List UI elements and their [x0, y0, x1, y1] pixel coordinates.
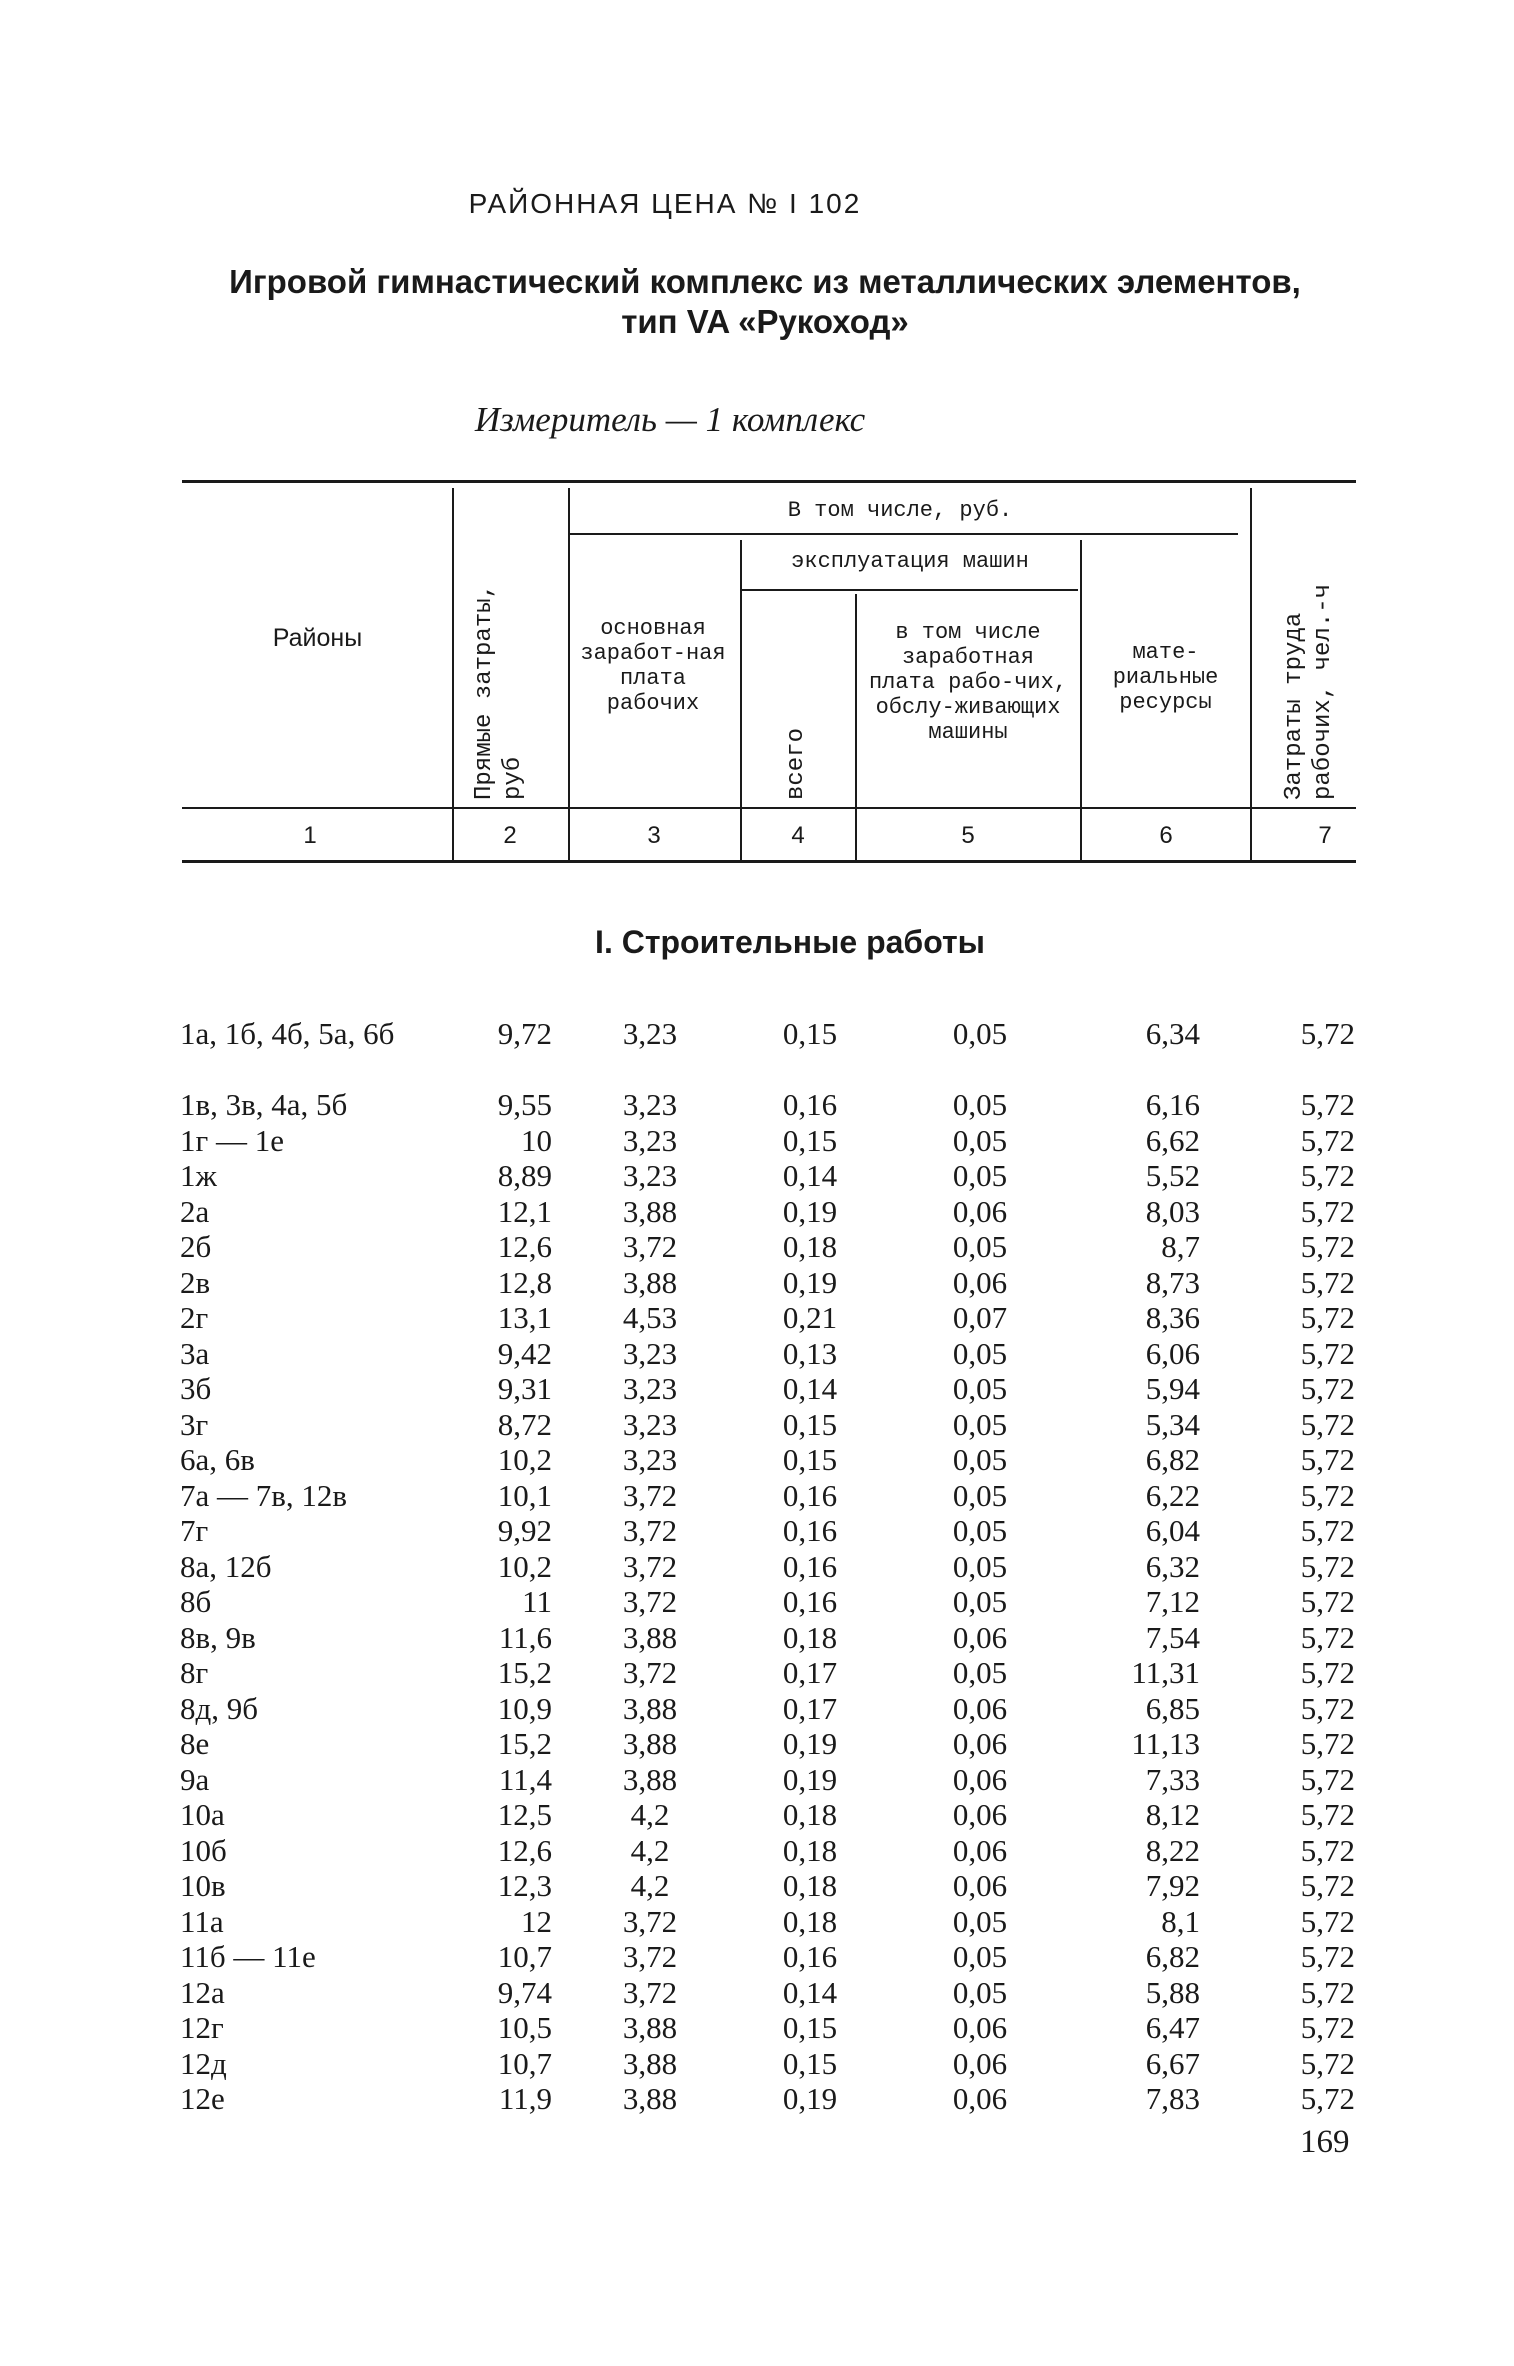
- machine-wages-cell: 0,05: [952, 1371, 1008, 1406]
- machines-total-cell: 0,14: [782, 1974, 838, 2010]
- table-row: [180, 1300, 1360, 1336]
- materials-cell: 8,36: [1145, 1300, 1200, 1335]
- materials-cell: 6,82: [1145, 1939, 1200, 1974]
- materials-cell: 6,22: [1145, 1477, 1200, 1513]
- direct-costs-cell: 10,2: [497, 1442, 552, 1477]
- labor-cell: 5,72: [1300, 1868, 1355, 1903]
- wages-cell: 3,88: [622, 1619, 678, 1655]
- machine-wages-cell: 0,06: [952, 2045, 1008, 2081]
- wages-cell: 3,23: [622, 1016, 678, 1051]
- table-row: [180, 1762, 1360, 1798]
- machine-wages-cell: 0,05: [952, 1513, 1008, 1548]
- header-machines: эксплуатация машин: [791, 549, 1029, 574]
- table-row: [180, 1868, 1360, 1904]
- table-row: [180, 1123, 1360, 1159]
- machines-total-cell: 0,18: [782, 1868, 838, 1903]
- divider: [855, 594, 857, 860]
- wages-cell: 3,72: [622, 1655, 678, 1690]
- wages-cell: 3,23: [622, 1371, 678, 1406]
- table-row: [180, 1513, 1360, 1549]
- region-cell: 10в: [180, 1868, 226, 1903]
- labor-cell: 5,72: [1300, 1726, 1355, 1761]
- colnum-bottom-rule: [182, 860, 1356, 863]
- table-row: [180, 1087, 1360, 1123]
- materials-cell: 11,13: [1131, 1726, 1200, 1761]
- machines-total-cell: 0,13: [782, 1335, 838, 1371]
- table-row: [180, 1407, 1360, 1443]
- labor-cell: 5,72: [1300, 1406, 1355, 1442]
- direct-costs-cell: 10,1: [497, 1477, 552, 1513]
- region-cell: 1г — 1е: [180, 1122, 284, 1158]
- materials-cell: 5,34: [1145, 1406, 1200, 1442]
- header-top-rule: [182, 480, 1356, 483]
- region-cell: 10а: [180, 1797, 225, 1832]
- title-line-2: тип VA «Рукоход»: [621, 303, 909, 340]
- machines-total-cell: 0,19: [782, 1726, 838, 1761]
- machines-total-cell: 0,16: [782, 1513, 838, 1548]
- direct-costs-cell: 10,9: [497, 1690, 552, 1726]
- materials-cell: 7,33: [1145, 1761, 1200, 1797]
- labor-cell: 5,72: [1300, 1690, 1355, 1726]
- machines-total-cell: 0,18: [782, 1832, 838, 1868]
- region-cell: 1а, 1б, 4б, 5а, 6б: [180, 1016, 395, 1051]
- divider: [452, 488, 454, 860]
- labor-cell: 5,72: [1300, 1442, 1355, 1477]
- wages-cell: 3,72: [622, 1513, 678, 1548]
- labor-cell: 5,72: [1300, 1371, 1355, 1406]
- materials-cell: 7,83: [1145, 2081, 1200, 2116]
- wages-cell: 4,53: [622, 1300, 678, 1335]
- direct-costs-cell: 10,2: [497, 1548, 552, 1584]
- machines-total-cell: 0,14: [782, 1158, 838, 1193]
- machine-wages-cell: 0,06: [952, 2081, 1008, 2116]
- title-line-1: Игровой гимнастический комплекс из металлических элементов,: [229, 263, 1301, 300]
- wages-cell: 3,72: [622, 1548, 678, 1584]
- wages-cell: 3,72: [622, 1584, 678, 1619]
- wages-cell: 3,88: [622, 1761, 678, 1797]
- machine-wages-cell: 0,05: [952, 1158, 1008, 1193]
- direct-costs-cell: 9,42: [497, 1335, 552, 1371]
- region-cell: 12д: [180, 2045, 227, 2081]
- machine-wages-cell: 0,05: [952, 1974, 1008, 2010]
- direct-costs-cell: 13,1: [497, 1300, 552, 1335]
- machine-wages-cell: 0,05: [952, 1442, 1008, 1477]
- table-row: [180, 1691, 1360, 1727]
- wages-cell: 3,72: [622, 1903, 678, 1939]
- region-cell: 7г: [180, 1513, 209, 1548]
- machine-wages-cell: 0,05: [952, 1335, 1008, 1371]
- header-bottom-rule: [182, 807, 1356, 809]
- table-row: [180, 2081, 1360, 2117]
- machines-total-cell: 0,18: [782, 1903, 838, 1939]
- region-cell: 3а: [180, 1335, 210, 1371]
- wages-cell: 3,88: [622, 1690, 678, 1726]
- materials-cell: 7,54: [1145, 1619, 1200, 1655]
- wages-cell: 3,88: [622, 1264, 678, 1300]
- labor-cell: 5,72: [1300, 1513, 1355, 1548]
- machines-total-cell: 0,15: [782, 1016, 838, 1051]
- section-title: I. Строительные работы: [595, 924, 985, 960]
- column-number: 3: [647, 822, 661, 849]
- header-machines-wages: в том числе заработная плата рабо-чих, обслу-живающих машины: [868, 620, 1068, 745]
- materials-cell: 8,22: [1145, 1832, 1200, 1868]
- machines-total-cell: 0,18: [782, 1229, 838, 1264]
- direct-costs-cell: 9,31: [497, 1371, 552, 1406]
- machines-total-cell: 0,15: [782, 1442, 838, 1477]
- direct-costs-cell: 9,92: [497, 1513, 552, 1548]
- machines-total-cell: 0,15: [782, 1406, 838, 1442]
- machine-wages-cell: 0,05: [952, 1122, 1008, 1158]
- divider: [568, 488, 570, 860]
- labor-cell: 5,72: [1300, 1584, 1355, 1619]
- direct-costs-cell: 11,6: [498, 1619, 552, 1655]
- table-row: [180, 1975, 1360, 2011]
- region-cell: 11б — 11е: [180, 1939, 316, 1974]
- header-including: В том числе, руб.: [787, 498, 1013, 523]
- labor-cell: 5,72: [1300, 2045, 1355, 2081]
- region-cell: 12е: [180, 2081, 225, 2116]
- machine-wages-cell: 0,06: [952, 1797, 1008, 1832]
- direct-costs-cell: 15,2: [497, 1655, 552, 1690]
- region-cell: 2в: [180, 1264, 211, 1300]
- table-row: [180, 1265, 1360, 1301]
- materials-cell: 6,62: [1145, 1122, 1200, 1158]
- machine-wages-cell: 0,05: [952, 1477, 1008, 1513]
- region-cell: 8в, 9в: [180, 1619, 256, 1655]
- labor-cell: 5,72: [1300, 1477, 1355, 1513]
- including-rule: [570, 533, 1238, 535]
- header-wages: основная заработ-ная плата рабочих: [580, 616, 726, 716]
- wages-cell: 3,88: [622, 2081, 678, 2116]
- materials-cell: 11,31: [1131, 1655, 1200, 1690]
- machine-wages-cell: 0,06: [952, 1832, 1008, 1868]
- machine-wages-cell: 0,05: [952, 1016, 1008, 1051]
- materials-cell: 6,34: [1145, 1016, 1200, 1051]
- machines-total-cell: 0,16: [782, 1584, 838, 1619]
- header-machines-total: всего: [783, 727, 810, 800]
- table-row: [180, 2046, 1360, 2082]
- machine-wages-cell: 0,05: [952, 1229, 1008, 1264]
- direct-costs-cell: 12,8: [497, 1264, 552, 1300]
- region-cell: 8б: [180, 1584, 212, 1619]
- labor-cell: 5,72: [1300, 1548, 1355, 1584]
- wages-cell: 3,88: [622, 2010, 678, 2045]
- machine-wages-cell: 0,05: [952, 1087, 1008, 1122]
- machine-wages-cell: 0,07: [952, 1300, 1008, 1335]
- header-materials: мате-риальные ресурсы: [1112, 640, 1219, 715]
- wages-cell: 3,88: [622, 1193, 678, 1229]
- materials-cell: 5,94: [1145, 1371, 1200, 1406]
- table-row: [180, 1336, 1360, 1372]
- labor-cell: 5,72: [1300, 2010, 1355, 2045]
- materials-cell: 8,7: [1161, 1229, 1200, 1264]
- region-cell: 2г: [180, 1300, 209, 1335]
- direct-costs-cell: 15,2: [497, 1726, 552, 1761]
- table-row: [180, 1371, 1360, 1407]
- wages-cell: 3,88: [622, 1726, 678, 1761]
- machine-wages-cell: 0,05: [952, 1584, 1008, 1619]
- table-row: [180, 1229, 1360, 1265]
- labor-cell: 5,72: [1300, 1655, 1355, 1690]
- materials-cell: 8,12: [1145, 1797, 1200, 1832]
- region-cell: 2а: [180, 1193, 210, 1229]
- machines-total-cell: 0,21: [782, 1300, 838, 1335]
- header-labor: Затраты труда рабочих, чел.-ч: [1281, 583, 1337, 800]
- table-row: [180, 1904, 1360, 1940]
- region-cell: 7а — 7в, 12в: [180, 1477, 348, 1513]
- region-cell: 12г: [180, 2010, 224, 2045]
- direct-costs-cell: 11,4: [498, 1761, 552, 1797]
- machines-total-cell: 0,15: [782, 1122, 838, 1158]
- materials-cell: 8,03: [1145, 1193, 1200, 1229]
- column-number: 2: [503, 822, 517, 849]
- machine-wages-cell: 0,05: [952, 1548, 1008, 1584]
- wages-cell: 3,88: [622, 2045, 678, 2081]
- materials-cell: 6,06: [1145, 1335, 1200, 1371]
- wages-cell: 3,23: [622, 1406, 678, 1442]
- machine-wages-cell: 0,06: [952, 1690, 1008, 1726]
- labor-cell: 5,72: [1300, 1761, 1355, 1797]
- materials-cell: 8,73: [1145, 1264, 1200, 1300]
- materials-cell: 7,92: [1145, 1868, 1200, 1903]
- wages-cell: 3,23: [622, 1158, 678, 1193]
- machines-total-cell: 0,19: [782, 1761, 838, 1797]
- direct-costs-cell: 12: [521, 1903, 552, 1939]
- unit-of-measure: Измеритель — 1 комплекс: [474, 400, 866, 439]
- materials-cell: 5,88: [1145, 1974, 1200, 2010]
- labor-cell: 5,72: [1300, 2081, 1355, 2116]
- materials-cell: 6,32: [1145, 1548, 1200, 1584]
- labor-cell: 5,72: [1300, 1300, 1355, 1335]
- machines-total-cell: 0,15: [782, 2010, 838, 2045]
- wages-cell: 3,72: [622, 1974, 678, 2010]
- labor-cell: 5,72: [1300, 1087, 1355, 1122]
- region-cell: 6а, 6в: [180, 1442, 255, 1477]
- table-row: [180, 1016, 1360, 1087]
- column-number: 4: [791, 822, 805, 849]
- labor-cell: 5,72: [1300, 1016, 1355, 1051]
- table-row: [180, 1194, 1360, 1230]
- direct-costs-cell: 9,72: [497, 1016, 552, 1051]
- labor-cell: 5,72: [1300, 1974, 1355, 2010]
- materials-cell: 6,47: [1145, 2010, 1200, 2045]
- region-cell: 8г: [180, 1655, 209, 1690]
- region-cell: 8е: [180, 1726, 210, 1761]
- table-row: [180, 1655, 1360, 1691]
- machines-rule: [742, 589, 1078, 591]
- header-direct-costs: Прямые затраты, руб: [471, 583, 527, 800]
- machine-wages-cell: 0,06: [952, 1726, 1008, 1761]
- materials-cell: 7,12: [1145, 1584, 1200, 1619]
- price-table-body: [180, 1016, 1360, 2117]
- table-row: [180, 1478, 1360, 1514]
- machines-total-cell: 0,18: [782, 1619, 838, 1655]
- direct-costs-cell: 12,6: [497, 1229, 552, 1264]
- machines-total-cell: 0,14: [782, 1371, 838, 1406]
- machine-wages-cell: 0,06: [952, 1868, 1008, 1903]
- labor-cell: 5,72: [1300, 1903, 1355, 1939]
- wages-cell: 4,2: [630, 1868, 670, 1903]
- region-cell: 9а: [180, 1761, 210, 1797]
- region-cell: 8а, 12б: [180, 1548, 272, 1584]
- labor-cell: 5,72: [1300, 1229, 1355, 1264]
- direct-costs-cell: 11,9: [498, 2081, 552, 2116]
- table-row: [180, 1833, 1360, 1869]
- direct-costs-cell: 12,3: [497, 1868, 552, 1903]
- machines-total-cell: 0,17: [782, 1655, 838, 1690]
- wages-cell: 3,72: [622, 1939, 678, 1974]
- direct-costs-cell: 10,7: [497, 1939, 552, 1974]
- materials-cell: 8,1: [1161, 1903, 1200, 1939]
- table-row: [180, 1939, 1360, 1975]
- materials-cell: 6,82: [1145, 1442, 1200, 1477]
- materials-cell: 6,16: [1145, 1087, 1200, 1122]
- direct-costs-cell: 8,89: [497, 1158, 552, 1193]
- direct-costs-cell: 10,5: [497, 2010, 552, 2045]
- wages-cell: 3,72: [622, 1229, 678, 1264]
- table-row: [180, 1442, 1360, 1478]
- materials-cell: 6,04: [1145, 1513, 1200, 1548]
- machines-total-cell: 0,19: [782, 2081, 838, 2116]
- direct-costs-cell: 10: [521, 1122, 552, 1158]
- machine-wages-cell: 0,06: [952, 1264, 1008, 1300]
- labor-cell: 5,72: [1300, 1797, 1355, 1832]
- wages-cell: 4,2: [630, 1832, 670, 1868]
- labor-cell: 5,72: [1300, 1158, 1355, 1193]
- machines-total-cell: 0,19: [782, 1193, 838, 1229]
- direct-costs-cell: 12,5: [497, 1797, 552, 1832]
- machine-wages-cell: 0,06: [952, 1619, 1008, 1655]
- page-number: 169: [1300, 2124, 1350, 2160]
- wages-cell: 3,72: [622, 1477, 678, 1513]
- table-row: [180, 1549, 1360, 1585]
- document-title: [200, 262, 1330, 342]
- direct-costs-cell: 12,6: [497, 1832, 552, 1868]
- table-row: [180, 1158, 1360, 1194]
- divider: [1250, 488, 1252, 860]
- table-row: [180, 2010, 1360, 2046]
- region-cell: 12а: [180, 1974, 225, 2010]
- direct-costs-cell: 9,55: [497, 1087, 552, 1122]
- machine-wages-cell: 0,05: [952, 1655, 1008, 1690]
- machine-wages-cell: 0,05: [952, 1903, 1008, 1939]
- machines-total-cell: 0,16: [782, 1548, 838, 1584]
- region-cell: 11а: [180, 1903, 224, 1939]
- direct-costs-cell: 9,74: [497, 1974, 552, 2010]
- column-number: 1: [303, 822, 317, 849]
- labor-cell: 5,72: [1300, 1193, 1355, 1229]
- column-number: 5: [961, 822, 975, 849]
- labor-cell: 5,72: [1300, 1832, 1355, 1868]
- machines-total-cell: 0,19: [782, 1264, 838, 1300]
- machines-total-cell: 0,18: [782, 1797, 838, 1832]
- divider: [740, 540, 742, 860]
- labor-cell: 5,72: [1300, 1619, 1355, 1655]
- machine-wages-cell: 0,05: [952, 1406, 1008, 1442]
- table-row: [180, 1726, 1360, 1762]
- column-number: 6: [1159, 822, 1173, 849]
- direct-costs-cell: 8,72: [497, 1406, 552, 1442]
- machines-total-cell: 0,17: [782, 1690, 838, 1726]
- machine-wages-cell: 0,06: [952, 1761, 1008, 1797]
- region-cell: 1ж: [180, 1158, 217, 1193]
- header-regions: Районы: [272, 624, 363, 652]
- direct-costs-cell: 11: [522, 1584, 552, 1619]
- region-cell: 1в, 3в, 4а, 5б: [180, 1087, 348, 1122]
- running-header: РАЙОННАЯ ЦЕНА № I 102: [468, 188, 862, 219]
- labor-cell: 5,72: [1300, 1939, 1355, 1974]
- labor-cell: 5,72: [1300, 1122, 1355, 1158]
- table-row: [180, 1797, 1360, 1833]
- region-cell: 3г: [180, 1406, 209, 1442]
- wages-cell: 3,23: [622, 1122, 678, 1158]
- machine-wages-cell: 0,05: [952, 1939, 1008, 1974]
- wages-cell: 4,2: [630, 1797, 670, 1832]
- wages-cell: 3,23: [622, 1442, 678, 1477]
- column-number: 7: [1318, 822, 1332, 849]
- divider: [1080, 540, 1082, 860]
- region-cell: 3б: [180, 1371, 212, 1406]
- labor-cell: 5,72: [1300, 1264, 1355, 1300]
- machines-total-cell: 0,16: [782, 1087, 838, 1122]
- materials-cell: 6,67: [1145, 2045, 1200, 2081]
- region-cell: 2б: [180, 1229, 212, 1264]
- direct-costs-cell: 10,7: [497, 2045, 552, 2081]
- materials-cell: 5,52: [1145, 1158, 1200, 1193]
- machines-total-cell: 0,15: [782, 2045, 838, 2081]
- region-cell: 10б: [180, 1832, 227, 1868]
- table-row: [180, 1620, 1360, 1656]
- machines-total-cell: 0,16: [782, 1477, 838, 1513]
- wages-cell: 3,23: [622, 1335, 678, 1371]
- wages-cell: 3,23: [622, 1087, 678, 1122]
- region-cell: 8д, 9б: [180, 1690, 259, 1726]
- labor-cell: 5,72: [1300, 1335, 1355, 1371]
- machine-wages-cell: 0,06: [952, 2010, 1008, 2045]
- machines-total-cell: 0,16: [782, 1939, 838, 1974]
- direct-costs-cell: 12,1: [497, 1193, 552, 1229]
- table-row: [180, 1584, 1360, 1620]
- materials-cell: 6,85: [1145, 1690, 1200, 1726]
- machine-wages-cell: 0,06: [952, 1193, 1008, 1229]
